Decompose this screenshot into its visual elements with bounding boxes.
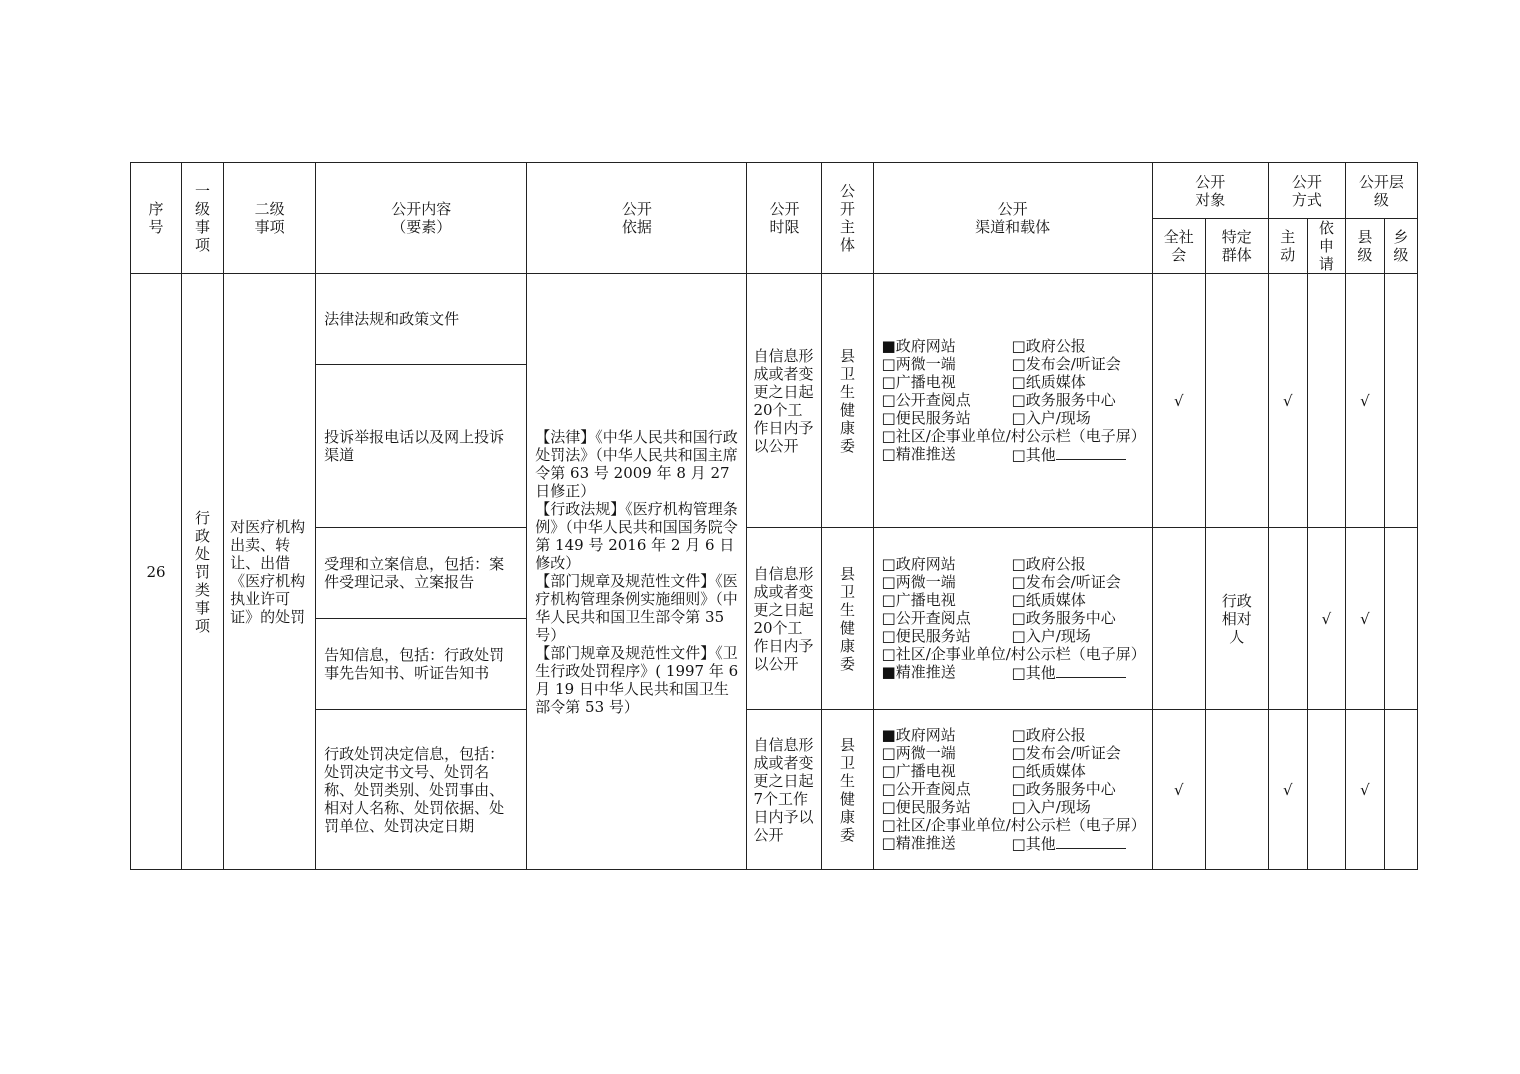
header-mode-active: 主动 [1268, 219, 1307, 274]
channel-other[interactable]: □其他 [1012, 834, 1144, 853]
check-level-county: √ [1345, 528, 1384, 710]
header-level-town: 乡级 [1384, 219, 1417, 274]
channel-option[interactable]: □政府公报 [1011, 555, 1086, 573]
channel-option[interactable]: □两微一端 [881, 744, 956, 762]
header-target-specific: 特定 群体 [1205, 219, 1268, 274]
channel-option[interactable]: □政务服务中心 [1011, 391, 1116, 409]
check-level-town [1384, 528, 1417, 710]
check-level-county: √ [1345, 274, 1384, 528]
check-target-all: √ [1152, 274, 1205, 528]
row-level2: 对医疗机构出卖、转让、出借《医疗机构执业许可证》的处罚 [224, 274, 316, 870]
header-level: 公开层级 [1345, 163, 1417, 219]
channel-other[interactable]: □其他 [1012, 663, 1144, 682]
channel-list [873, 274, 1152, 528]
subject-text: 县卫生健康委 [822, 528, 873, 710]
channel-list [873, 528, 1152, 710]
header-subject: 公开主体 [822, 163, 873, 274]
check-mode-request [1307, 274, 1345, 528]
check-level-town [1384, 274, 1417, 528]
channel-option[interactable]: □发布会/听证会 [1011, 573, 1121, 591]
target-specific [1205, 710, 1268, 870]
check-mode-active: √ [1268, 710, 1307, 870]
header-mode: 公开 方式 [1268, 163, 1345, 219]
channel-option[interactable]: □广播电视 [881, 591, 956, 609]
check-mode-request: √ [1307, 528, 1345, 710]
channel-option[interactable]: □发布会/听证会 [1011, 744, 1121, 762]
header-level1: 一级事项 [182, 163, 224, 274]
timelimit-text: 自信息形成或者变更之日起20个工作日内予以公开 [747, 528, 822, 710]
header-content: 公开内容 （要素） [316, 163, 527, 274]
channel-option[interactable]: □社区/企事业单位/村公示栏（电子屏） [881, 816, 1146, 834]
subject-text: 县卫生健康委 [822, 710, 873, 870]
check-target-all [1152, 528, 1205, 710]
channel-option[interactable]: ■精准推送 [881, 663, 956, 681]
channel-option[interactable]: □社区/企事业单位/村公示栏（电子屏） [881, 427, 1146, 445]
check-mode-request [1307, 710, 1345, 870]
channel-option[interactable]: □政府网站 [881, 555, 956, 573]
channel-option[interactable]: □广播电视 [881, 762, 956, 780]
content-item: 法律法规和政策文件 [316, 274, 527, 365]
channel-option[interactable]: □纸质媒体 [1011, 373, 1086, 391]
channel-option[interactable]: □入户/现场 [1011, 627, 1091, 645]
channel-option[interactable]: □政务服务中心 [1011, 780, 1116, 798]
timelimit-text: 自信息形成或者变更之日起20个工作日内予以公开 [747, 274, 822, 528]
check-mode-active: √ [1268, 274, 1307, 528]
channel-list [873, 710, 1152, 870]
channel-option[interactable]: □纸质媒体 [1011, 591, 1086, 609]
check-mode-active [1268, 528, 1307, 710]
channel-option[interactable]: ■政府网站 [881, 726, 956, 744]
subject-text: 县卫生健康委 [822, 274, 873, 528]
channel-option[interactable]: □两微一端 [881, 573, 956, 591]
check-level-town [1384, 710, 1417, 870]
header-basis: 公开 依据 [527, 163, 747, 274]
target-specific [1205, 274, 1268, 528]
channel-option[interactable]: □政府公报 [1011, 726, 1086, 744]
channel-option[interactable]: □便民服务站 [881, 627, 971, 645]
channel-option[interactable]: □精准推送 [881, 445, 956, 463]
channel-option[interactable]: □精准推送 [881, 834, 956, 852]
channel-option[interactable]: □政府公报 [1011, 337, 1086, 355]
channel-option[interactable]: □纸质媒体 [1011, 762, 1086, 780]
channel-other[interactable]: □其他 [1012, 445, 1144, 464]
check-target-all: √ [1152, 710, 1205, 870]
target-specific: 行政相对人 [1205, 528, 1268, 710]
basis-text: 【法律】《中华人民共和国行政处罚法》（中华人民共和国主席令第 63 号 2009 年 8 月 27 日修正） 【行政法规】《医疗机构管理条例》（中华人民共和国国务院令第 149 号 2016 年 2 月 6 日修改） 【部门规章及规范性文件】《医疗机构管理条例实施细则》（中华人民共和国卫生部令第 35 号） 【部门规章及规范性文件】《卫生行政处罚程序》( 1997 年 6 月 19 日中华人民共和国卫生部令第 53 号） [527, 274, 747, 870]
check-level-county: √ [1345, 710, 1384, 870]
channel-option[interactable]: □政务服务中心 [1011, 609, 1116, 627]
channel-option[interactable]: □公开查阅点 [881, 609, 971, 627]
row-level1: 行政处罚类事项 [182, 274, 224, 870]
timelimit-text: 自信息形成或者变更之日起7个工作日内予以公开 [747, 710, 822, 870]
header-channel: 公开 渠道和载体 [873, 163, 1152, 274]
header-seq: 序号 [131, 163, 182, 274]
header-level2: 二级事项 [224, 163, 316, 274]
channel-option[interactable]: □两微一端 [881, 355, 956, 373]
channel-option[interactable]: □便民服务站 [881, 798, 971, 816]
content-item: 行政处罚决定信息，包括：处罚决定书文号、处罚名称、处罚类别、处罚事由、相对人名称、处罚依据、处罚单位、处罚决定日期 [316, 710, 527, 870]
content-item: 告知信息，包括：行政处罚事先告知书、听证告知书 [316, 619, 527, 710]
channel-option[interactable]: □便民服务站 [881, 409, 971, 427]
row-seq: 26 [131, 274, 182, 870]
content-item: 受理和立案信息，包括：案件受理记录、立案报告 [316, 528, 527, 619]
disclosure-table [130, 162, 1418, 870]
channel-option[interactable]: ■政府网站 [881, 337, 956, 355]
channel-option[interactable]: □公开查阅点 [881, 391, 971, 409]
header-target: 公开 对象 [1152, 163, 1268, 219]
channel-option[interactable]: □入户/现场 [1011, 409, 1091, 427]
header-target-all: 全社会 [1152, 219, 1205, 274]
channel-option[interactable]: □入户/现场 [1011, 798, 1091, 816]
header-level-county: 县级 [1345, 219, 1384, 274]
channel-option[interactable]: □广播电视 [881, 373, 956, 391]
header-mode-request: 依申请 [1307, 219, 1345, 274]
content-item: 投诉举报电话以及网上投诉渠道 [316, 365, 527, 528]
header-timelimit: 公开 时限 [747, 163, 822, 274]
channel-option[interactable]: □公开查阅点 [881, 780, 971, 798]
channel-option[interactable]: □社区/企事业单位/村公示栏（电子屏） [881, 645, 1146, 663]
channel-option[interactable]: □发布会/听证会 [1011, 355, 1121, 373]
